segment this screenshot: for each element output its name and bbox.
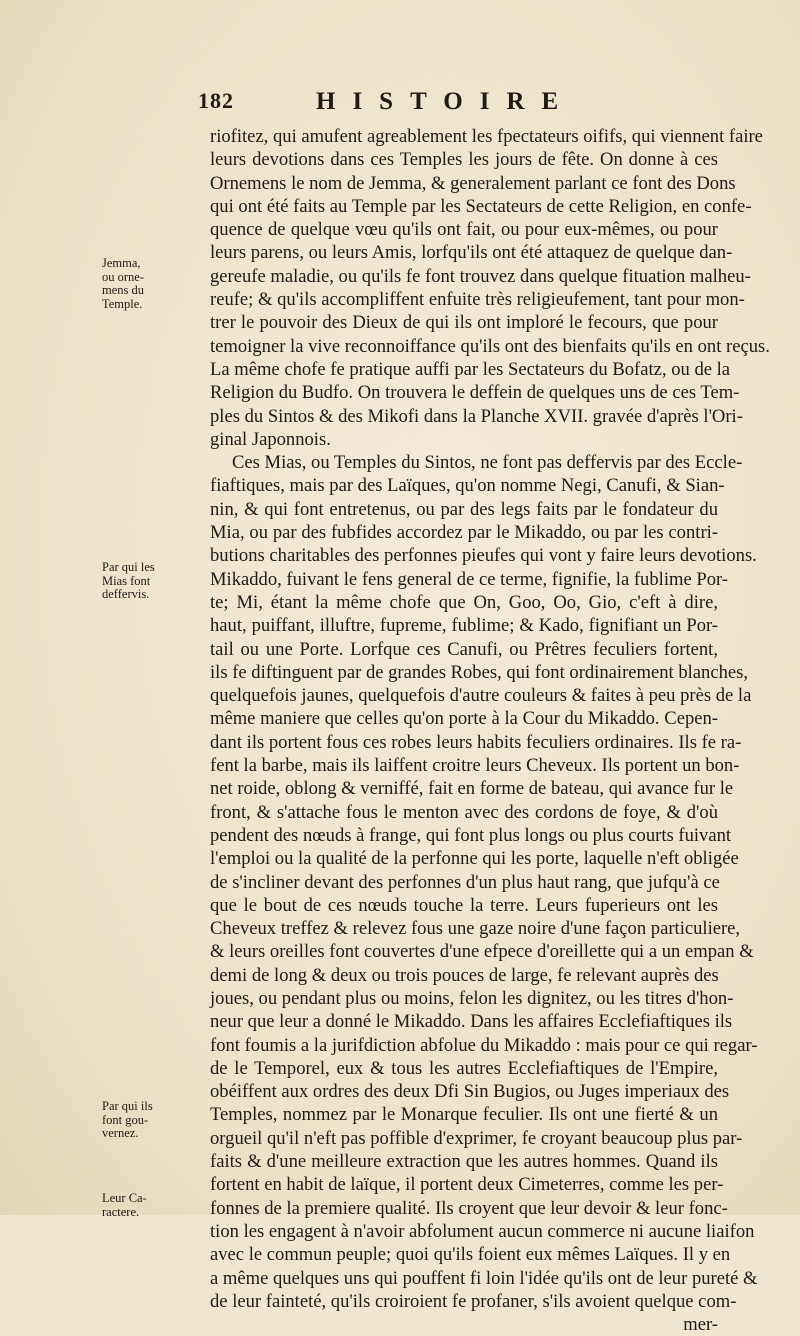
text-line: quelquefois jaunes, quelquefois d'autre couleurs & faites à peu près de la: [210, 685, 752, 707]
text-line: gereufe maladie, ou qu'ils fe font trouvez dans quelque fituation malheu-: [210, 265, 751, 287]
text-line: orgueil qu'il n'eft pas poffible d'exprimer, fe croyant beaucoup plus par-: [210, 1127, 743, 1149]
text-line: obéiffent aux ordres des deux Dfi Sin Bugios, ou Juges imperiaux des: [210, 1081, 730, 1103]
text-line: tion les engagent à n'avoir abfolument aucun commerce ni aucune liaifon: [210, 1220, 755, 1242]
text-line: que le bout de ces nœuds touche la terre. Leurs fuperieurs ont les: [210, 894, 718, 916]
text-line: font foumis a la jurifdiction abfolue du Mikaddo : mais pour ce qui regar-: [210, 1034, 758, 1056]
text-line: riofitez, qui amufent agreablement les fpectateurs oififs, qui viennent faire: [210, 126, 763, 147]
margin-note-line: vernez.: [102, 1126, 139, 1140]
margin-note: [102, 257, 202, 311]
text-line: trer le pouvoir des Dieux de qui ils ont imploré le fecours, que pour: [210, 312, 718, 334]
text-line: nin, & qui font entretenus, ou par des legs faits par le fondateur du: [210, 498, 718, 520]
margin-note-line: Par qui ils: [102, 1099, 153, 1113]
text-line: pendent des nœuds à frange, qui font plus longs ou plus courts fuivant: [210, 824, 732, 846]
margin-note-line: Leur Ca-: [102, 1191, 147, 1205]
text-line: net roide, oblong & verniffé, fait en forme de bateau, qui avance fur le: [210, 778, 734, 800]
text-line: même maniere que celles qu'on porte à la Cour du Mikaddo. Cepen-: [210, 708, 718, 730]
text-line: leurs parens, ou leurs Amis, lorfqu'ils ont été attaquez de quelque dan-: [210, 242, 733, 264]
margin-note-line: ou orne-: [102, 269, 144, 284]
margin-note-line: Jemma,: [102, 256, 141, 270]
margin-note-line: Par qui les: [102, 560, 155, 574]
text-line: temoigner la vive reconnoiffance qu'ils ont des bienfaits qu'ils en ont reçus.: [210, 335, 770, 357]
text-line: haut, puiffant, illuftre, fupreme, fublime; & Kado, fignifiant un Por-: [210, 615, 718, 637]
text-line: faits & d'une meilleure extraction que les autres hommes. Quand ils: [210, 1151, 718, 1173]
text-line: ginal Japonnois.: [210, 428, 331, 450]
text-line: tail ou une Porte. Lorfque ces Canufi, ou Prêtres feculiers fortent,: [210, 638, 718, 660]
text-line: de leur fainteté, qu'ils croiroient fe profaner, s'ils avoient quelque com-: [210, 1290, 737, 1312]
text-line: Ornemens le nom de Jemma, & generalement parlant ce font des Dons: [210, 172, 736, 194]
main-text-block: [210, 125, 770, 1336]
text-line: ils fe diftinguent par de grandes Robes, qui font ordinairement blanches,: [210, 661, 749, 683]
catchword: mer-: [683, 1314, 718, 1336]
margin-note-line: mens du: [102, 283, 145, 297]
text-line: Mikaddo, fuivant le fens general de ce terme, fignifie, la fublime Por-: [210, 568, 729, 590]
page-header: [0, 88, 800, 122]
text-line: fent la barbe, mais ils laiffent croitre leurs Cheveux. Ils portent un bon-: [210, 755, 740, 777]
margin-note-line: Mias font: [102, 573, 151, 588]
text-line: Ces Mias, ou Temples du Sintos, ne font pas deffervis par des Eccle-: [232, 452, 743, 474]
text-line: Mia, ou par des fubfides accordez par le Mikaddo, ou par les contri-: [210, 522, 718, 544]
text-line: & leurs oreilles font couvertes d'une efpece d'oreillette qui a un empan &: [210, 941, 754, 963]
text-line: La même chofe fe pratique auffi par les Sectateurs du Bofatz, ou de la: [210, 358, 731, 380]
text-line: de s'incliner devant des perfonnes d'un plus haut rang, que jufqu'à ce: [210, 871, 720, 893]
running-head: HISTOIRE: [316, 88, 576, 115]
text-line: fiaftiques, mais par des Laïques, qu'on nomme Negi, Canufi, & Sian-: [210, 475, 725, 497]
text-line: dant ils portent fous ces robes leurs habits feculiers ordinaires. Ils fe ra-: [210, 731, 742, 753]
text-line: Temples, nommez par le Monarque feculier. Ils ont une fierté & un: [210, 1104, 718, 1126]
text-line: quence de quelque vœu qu'ils ont fait, ou pour eux-mêmes, ou pour: [210, 219, 718, 241]
text-line: Cheveux treffez & relevez fous une gaze noire d'une façon particuliere,: [210, 918, 741, 940]
text-line: de le Temporel, eux & tous les autres Ecclefiaftiques de l'Empire,: [210, 1057, 718, 1079]
text-line: butions charitables des perfonnes pieufes qui vont y faire leurs devotions.: [210, 545, 757, 567]
text-line: a même quelques uns qui pouffent fi loin l'idée qu'ils ont de leur pureté &: [210, 1267, 758, 1289]
text-line: l'emploi ou la qualité de la perfonne qui les porte, laquelle n'eft obligée: [210, 848, 739, 870]
margin-note: [102, 561, 202, 602]
text-line: Religion du Budfo. On trouvera le deffein de quelques uns de ces Tem-: [210, 382, 740, 404]
text-line: demi de long & deux ou trois pouces de large, fe relevant auprès des: [210, 964, 719, 986]
text-line: neur que leur a donné le Mikaddo. Dans les affaires Ecclefiaftiques ils: [210, 1011, 733, 1033]
text-line: fonnes de la premiere qualité. Ils croyent que leur devoir & leur fonc-: [210, 1197, 728, 1219]
text-line: ples du Sintos & des Mikofi dans la Planche XVII. gravée d'après l'Ori-: [210, 405, 743, 427]
margin-note-line: ractere.: [102, 1204, 140, 1219]
text-line: reufe; & qu'ils accompliffent enfuite très religieufement, tant pour mon-: [210, 289, 745, 311]
text-line: joues, ou pendant plus ou moins, felon les dignitez, ou les titres d'hon-: [210, 987, 734, 1009]
margin-note-line: font gou-: [102, 1112, 149, 1127]
text-line: leurs devotions dans ces Temples les jours de fête. On donne à ces: [210, 149, 718, 171]
text-line: avec le commun peuple; quoi qu'ils foient eux mêmes Laïques. Il y en: [210, 1244, 731, 1266]
margin-note: [102, 1100, 202, 1141]
page-number: 182: [198, 88, 234, 113]
text-line: front, & s'attache fous le menton avec des cordons de foye, & d'où: [210, 801, 718, 823]
text-line: te; Mi, étant la même chofe que On, Goo, Oo, Gio, c'eft à dire,: [210, 591, 718, 613]
margin-note-line: deffervis.: [102, 587, 150, 601]
margin-note-line: Temple.: [102, 296, 143, 311]
text-line: qui ont été faits au Temple par les Sectateurs de cette Religion, en confe-: [210, 195, 752, 217]
text-line: fortent en habit de laïque, il portent deux Cimeterres, comme les per-: [210, 1174, 724, 1196]
